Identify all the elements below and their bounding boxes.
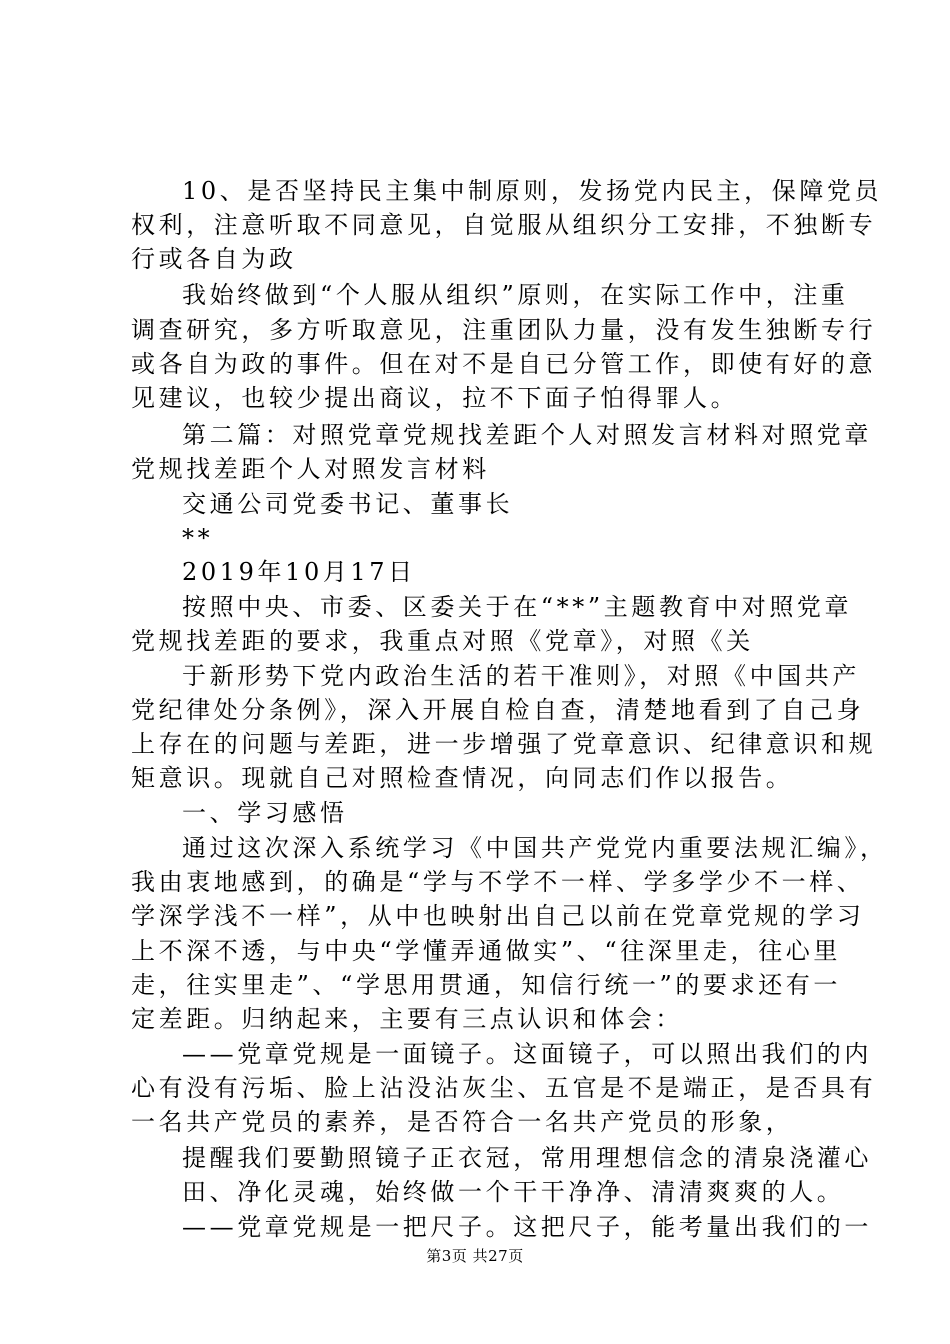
paragraph-line: 走，往实里走”、“学思用贯通，知信行统一”的要求还有一 (131, 971, 842, 999)
paragraph-line: 上不深不透，与中央“学懂弄通做实”、“往深里走，往心里 (131, 937, 842, 965)
section-heading-line: 党规找差距个人对照发言材料 (131, 455, 490, 483)
paragraph-line: 定差距。归纳起来，主要有三点认识和体会： (131, 1005, 683, 1033)
paragraph-line: 通过这次深入系统学习《中国共产党党内重要法规汇编》， (182, 834, 888, 862)
paragraph-line: 我始终做到“个人服从组织”原则，在实际工作中，注重 (182, 281, 849, 309)
section-heading: 一、学习感悟 (182, 799, 348, 827)
paragraph-line: 党规找差距的要求，我重点对照《党章》，对照《关 (131, 627, 754, 655)
author-title: 交通公司党委书记、董事长 (182, 490, 514, 518)
paragraph-line: 或各自为政的事件。但在对不是自已分管工作，即使有好的意 (131, 350, 877, 378)
paragraph-line: 权利，注意听取不同意见，自觉服从组织分工安排，不独断专 (131, 211, 877, 239)
author-name: ** (182, 524, 214, 552)
paragraph-line: 矩意识。现就自己对照检查情况，向同志们作以报告。 (131, 764, 794, 792)
document-date: 2019年10月17日 (182, 558, 416, 586)
paragraph-line: ——党章党规是一把尺子。这把尺子，能考量出我们的一 (182, 1213, 872, 1241)
paragraph-line: 按照中央、市委、区委关于在“**”主题教育中对照党章 (182, 593, 853, 621)
paragraph-line: 调查研究，多方听取意见，注重团队力量，没有发生独断专行 (131, 316, 877, 344)
paragraph-line: 上存在的问题与差距，进一步增强了党章意识、纪律意识和规 (131, 730, 877, 758)
section-heading-line: 第二篇：对照党章党规找差距个人对照发言材料对照党章 (182, 421, 872, 449)
paragraph-line: 于新形势下党内政治生活的若干准则》，对照《中国共产 (182, 662, 860, 690)
paragraph-line: 提醒我们要勤照镜子正衣冠，常用理想信念的清泉浇灌心 (182, 1144, 872, 1172)
paragraph-line: 我由衷地感到，的确是“学与不学不一样、学多学少不一样、 (131, 868, 865, 896)
paragraph-line: 一名共产党员的素养，是否符合一名共产党员的形象， (131, 1108, 794, 1136)
paragraph-line: 见建议，也较少提出商议，拉不下面子怕得罪人。 (131, 384, 739, 412)
paragraph-line: 党纪律处分条例》，深入开展自检自查，清楚地看到了自己身 (131, 696, 865, 724)
page-number-footer: 第3页 共27页 (426, 1247, 524, 1265)
paragraph-line: 行或各自为政 (131, 245, 297, 273)
paragraph-line: 10、是否坚持民主集中制原则，发扬党内民主，保障党员 (182, 177, 883, 205)
paragraph-line: 田、净化灵魂，始终做一个干干净净、清清爽爽的人。 (182, 1178, 845, 1206)
paragraph-line: ——党章党规是一面镜子。这面镜子，可以照出我们的内 (182, 1040, 872, 1068)
paragraph-line: 心有没有污垢、脸上沾没沾灰尘、五官是不是端正，是否具有 (131, 1074, 877, 1102)
paragraph-line: 学深学浅不一样”，从中也映射出自己以前在党章党规的学习 (131, 902, 865, 930)
